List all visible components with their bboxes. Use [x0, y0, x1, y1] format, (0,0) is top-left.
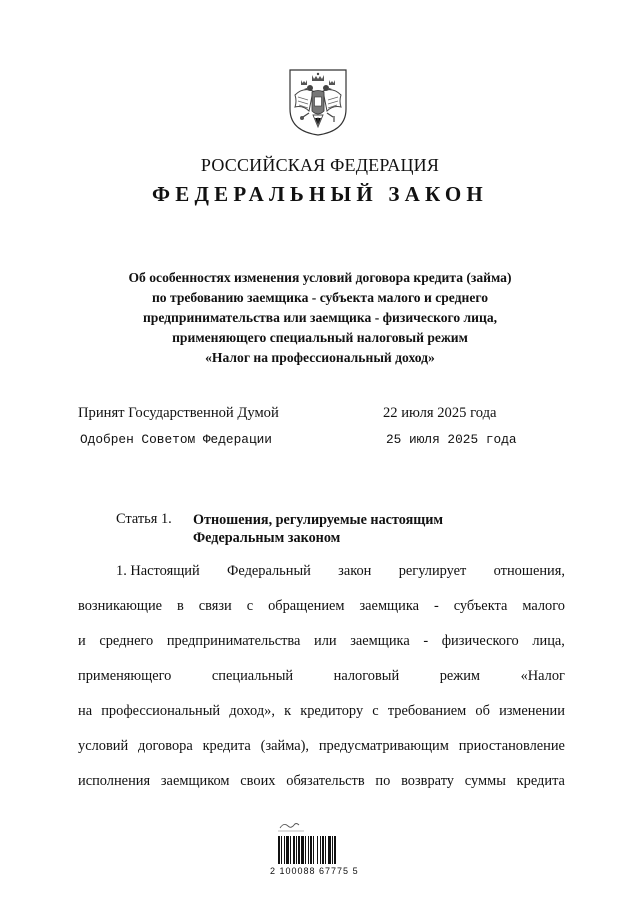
- coat-of-arms-icon: [287, 67, 349, 137]
- paragraph-word: регулирует: [398, 563, 467, 579]
- article-title: [193, 511, 443, 547]
- paragraph-word: связи: [198, 598, 232, 614]
- article-paragraph: [78, 560, 565, 805]
- paragraph-word: об: [475, 703, 490, 719]
- paragraph-word: обращением: [268, 598, 345, 614]
- article-number: Статья 1.: [116, 511, 172, 527]
- document-type-heading: ФЕДЕРАЛЬНЫЙ ЗАКОН: [152, 182, 488, 206]
- article-title-line: Отношения, регулируемые настоящим: [193, 512, 444, 528]
- paragraph-word: исполнения: [78, 773, 151, 789]
- adopted-label: Принят Государственной Думой: [78, 405, 279, 421]
- paragraph-word: (займа),: [260, 738, 310, 754]
- paragraph-line: [78, 700, 565, 735]
- paragraph-word: заемщика: [359, 598, 419, 614]
- paragraph-word: «Налог: [520, 668, 565, 684]
- barcode-bar: [301, 836, 304, 864]
- paragraph-word: и: [78, 633, 86, 649]
- paragraph-word: лица,: [532, 633, 565, 649]
- barcode-bar: [296, 836, 297, 864]
- paragraph-word: по: [375, 773, 391, 789]
- paragraph-word: договора: [138, 738, 193, 754]
- paragraph-word: или: [314, 633, 337, 649]
- paragraph-line: [78, 770, 565, 805]
- paragraph-word: на: [78, 703, 93, 719]
- paragraph-word: требованием: [387, 703, 467, 719]
- law-title-line: предпринимательства или заемщика - физического лица,: [142, 310, 498, 325]
- paragraph-word: физического: [441, 633, 519, 649]
- paragraph-word: применяющего: [78, 668, 172, 684]
- paragraph-word: возврату: [401, 773, 454, 789]
- paragraph-word: отношения,: [493, 563, 565, 579]
- barcode-bar: [334, 836, 336, 864]
- law-title-line: по требованию заемщика - субъекта малого и среднего: [151, 290, 489, 305]
- paragraph-word: малого: [522, 598, 565, 614]
- paragraph-word: предусматривающим: [318, 738, 449, 754]
- paragraph-word: кредита: [202, 738, 251, 754]
- paragraph-word: приостановление: [458, 738, 565, 754]
- paragraph-line: [78, 595, 565, 630]
- barcode-bar: [286, 836, 289, 864]
- barcode-bar: [317, 836, 318, 864]
- barcode-bar: [325, 836, 326, 864]
- barcode-bar: [298, 836, 300, 864]
- law-title: [60, 268, 580, 368]
- barcode-number: 2 100088 67775 5: [270, 866, 359, 876]
- law-title-line: Об особенностях изменения условий договора кредита (займа): [128, 270, 512, 285]
- barcode-bar: [328, 836, 331, 864]
- paragraph-word: -: [423, 633, 429, 649]
- paragraph-word: закон: [338, 563, 372, 579]
- paragraph-word: с: [372, 703, 379, 719]
- barcode-bar: [278, 836, 280, 864]
- paragraph-word: -: [433, 598, 439, 614]
- barcode-bar: [332, 836, 333, 864]
- paragraph-word: суммы: [464, 773, 506, 789]
- barcode-bar: [320, 836, 321, 864]
- approved-label: Одобрен Советом Федерации: [80, 432, 272, 447]
- barcode-bar: [310, 836, 312, 864]
- law-title-line: «Налог на профессиональный доход»: [205, 350, 435, 365]
- article-title-line: Федеральным законом: [193, 530, 341, 546]
- barcode-bar: [290, 836, 291, 864]
- barcode-bar: [313, 836, 314, 864]
- law-title-line: применяющего специальный налоговый режим: [172, 330, 468, 345]
- paragraph-word: среднего: [99, 633, 154, 649]
- barcode-bar: [322, 836, 324, 864]
- approved-date: 25 июля 2025 года: [386, 432, 517, 447]
- paragraph-word: обязательств: [286, 773, 365, 789]
- paragraph-word: своих: [240, 773, 276, 789]
- paragraph-line: [78, 630, 565, 665]
- country-heading: РОССИЙСКАЯ ФЕДЕРАЦИЯ: [200, 155, 440, 175]
- paragraph-word: профессиональный: [101, 703, 221, 719]
- paragraph-word: возникающие: [78, 598, 163, 614]
- paragraph-line: [78, 560, 565, 595]
- paragraph-word: кредитору: [300, 703, 364, 719]
- paragraph-word: режим: [439, 668, 481, 684]
- paragraph-word: к: [284, 703, 292, 719]
- paragraph-word: 1. Настоящий: [116, 563, 200, 579]
- paragraph-word: условий: [78, 738, 129, 754]
- paragraph-word: налоговый: [333, 668, 400, 684]
- paragraph-word: Федеральный: [227, 563, 311, 579]
- adopted-date: 22 июля 2025 года: [383, 405, 497, 421]
- paragraph-line: [78, 735, 565, 770]
- paragraph-word: заемщика: [350, 633, 410, 649]
- barcode-bar: [308, 836, 309, 864]
- paragraph-line: [78, 665, 565, 700]
- paragraph-word: изменении: [499, 703, 565, 719]
- paragraph-word: доход»,: [229, 703, 275, 719]
- paragraph-word: с: [246, 598, 254, 614]
- barcode-bar: [293, 836, 295, 864]
- paragraph-word: субъекта: [453, 598, 508, 614]
- paragraph-word: специальный: [211, 668, 294, 684]
- barcode-bar: [284, 836, 285, 864]
- paragraph-word: кредита: [516, 773, 565, 789]
- barcode-bar: [281, 836, 282, 864]
- paragraph-word: предпринимательства: [166, 633, 301, 649]
- paragraph-word: заемщиком: [160, 773, 230, 789]
- paragraph-word: в: [177, 598, 184, 614]
- barcode-bar: [305, 836, 306, 864]
